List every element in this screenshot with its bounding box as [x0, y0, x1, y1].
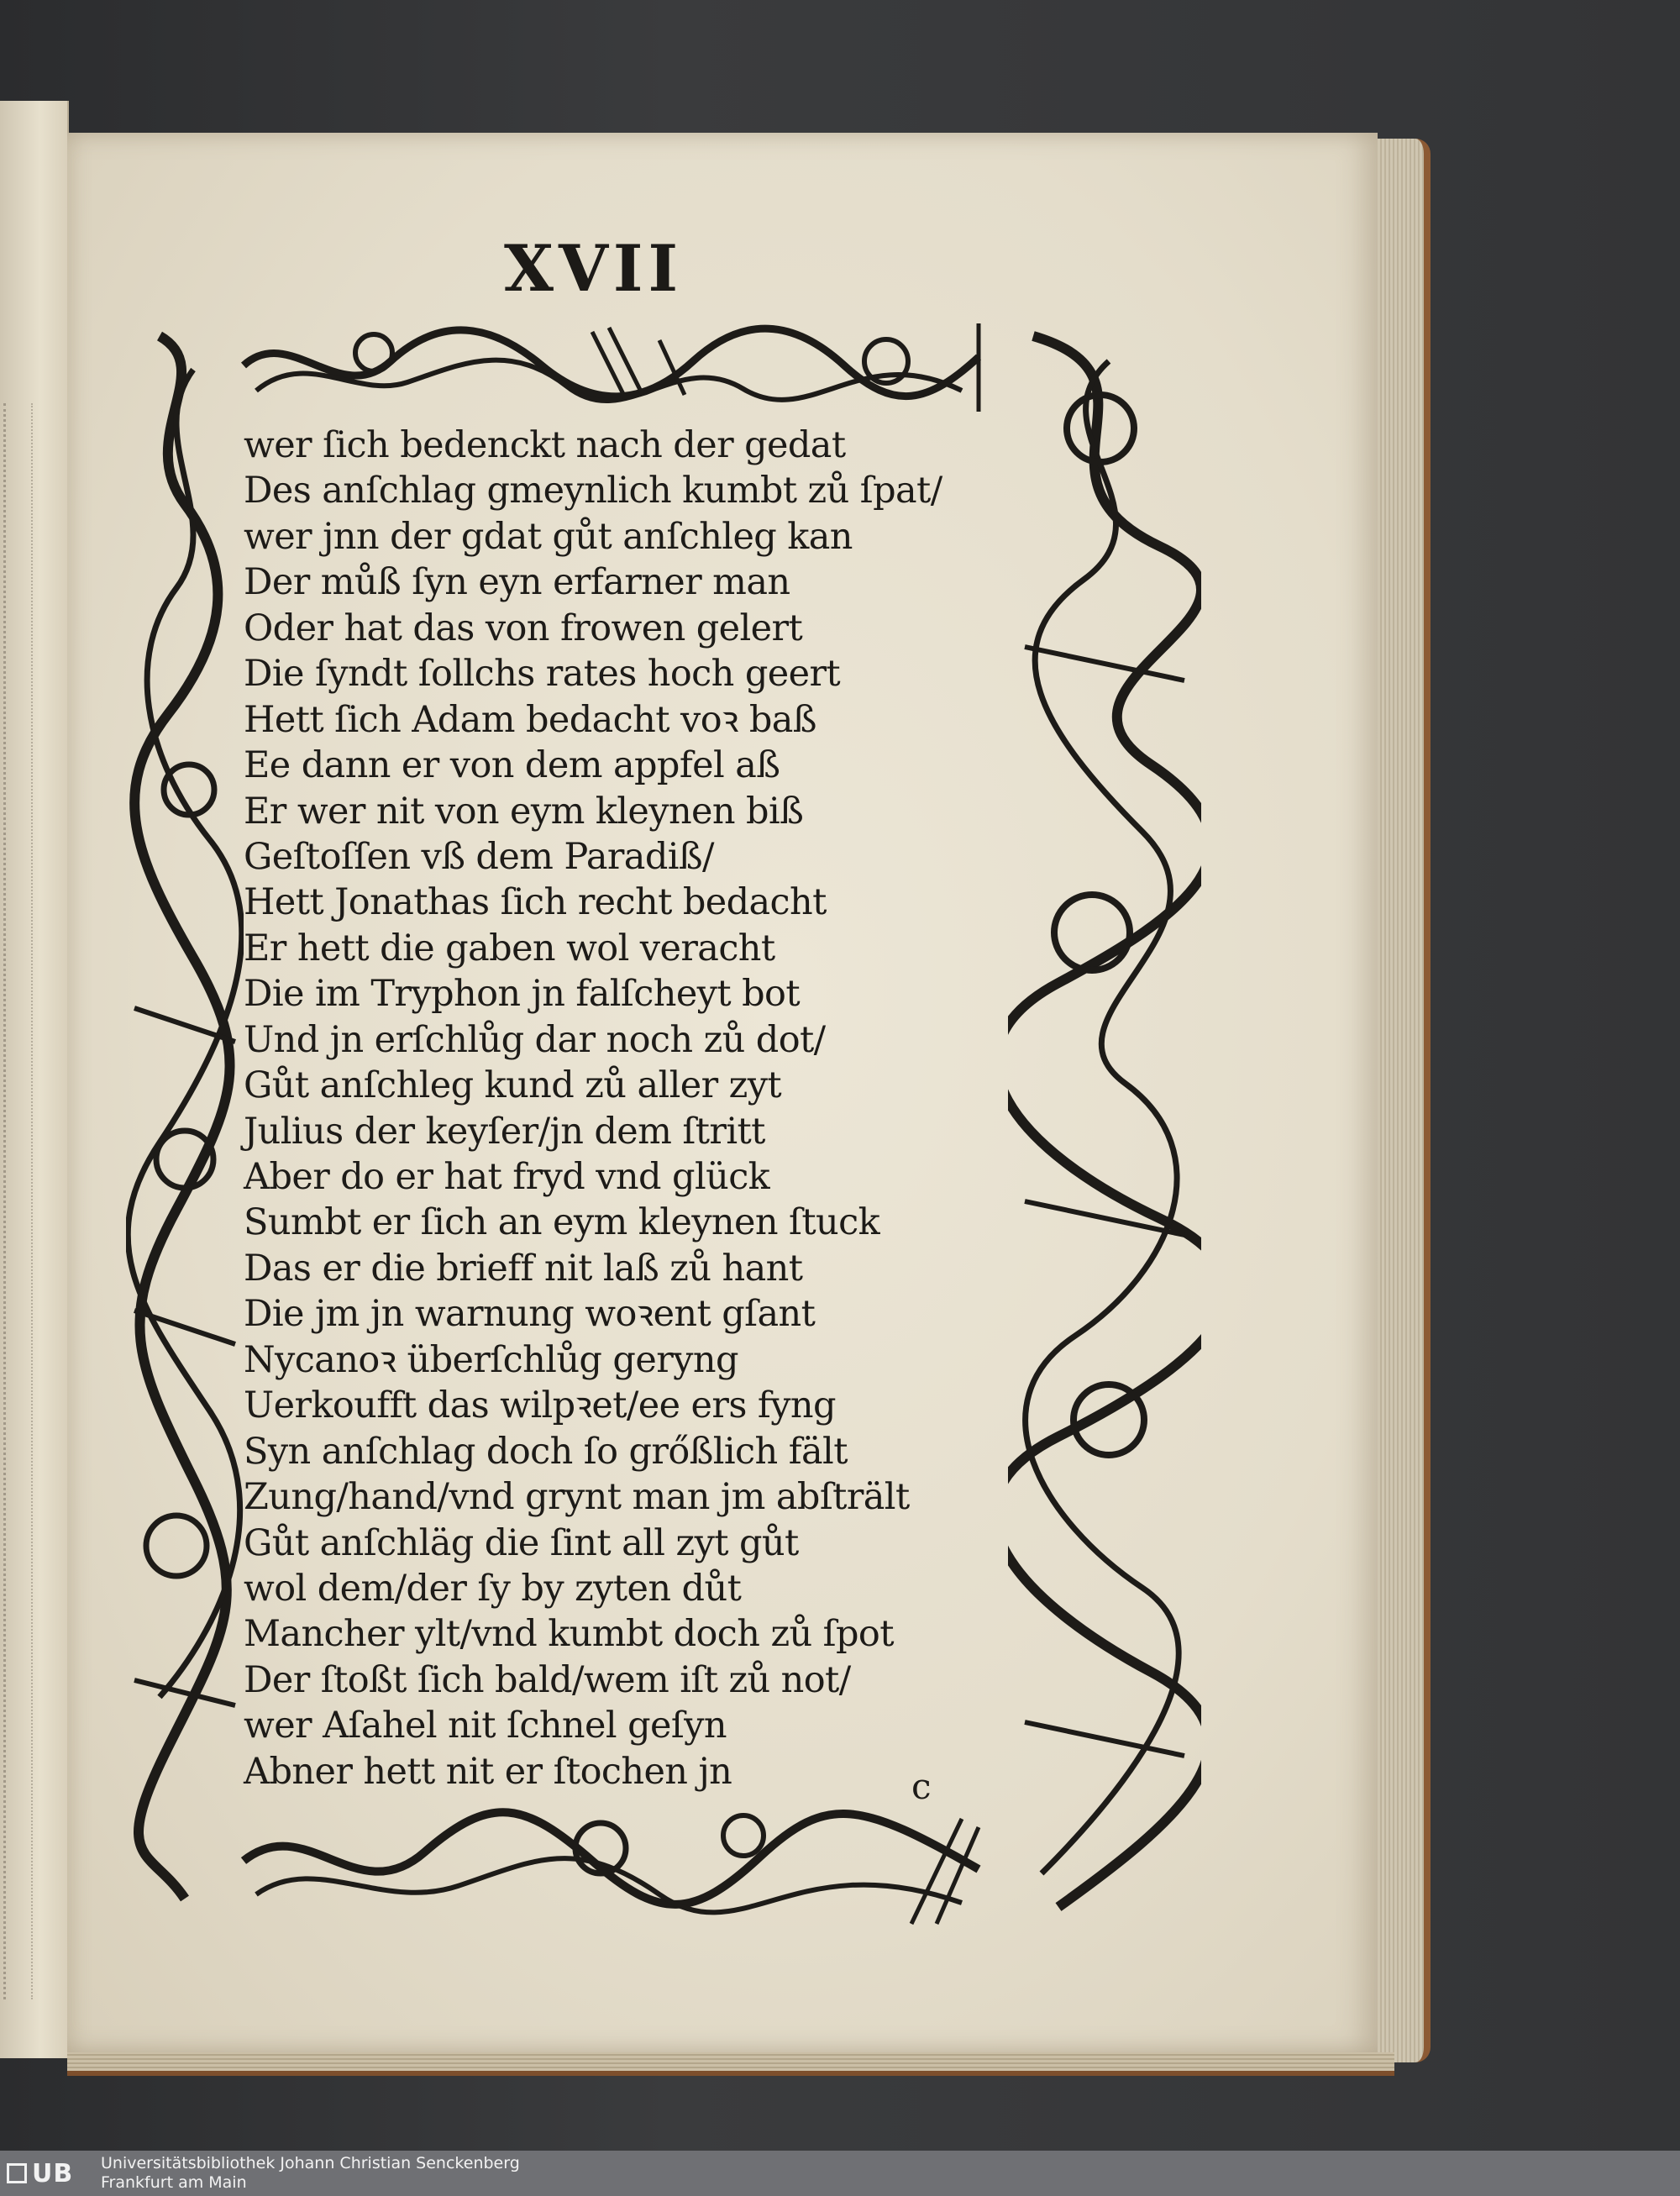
verse-line: Zung/hand/vnd grynt man jm abſtrält	[244, 1476, 910, 1519]
institution-line-2: Frankfurt am Main	[101, 2173, 247, 2192]
verse-line: Abner hett nit er ſtochen jn	[244, 1750, 732, 1793]
library-footer-bar	[0, 2151, 1680, 2196]
verse-line: Das er die brieff nit laß zů hant	[244, 1247, 803, 1290]
verse-line: Die ſyndt ſollchs rates hoch geert	[244, 653, 841, 696]
institution-name	[101, 2154, 520, 2193]
verse-line: Julius der keyſer/jn dem ſtritt	[244, 1110, 765, 1153]
verse-line: Gůt anſchleg kund zů aller zyt	[244, 1064, 782, 1107]
verse-line: Nycanoꝛ überſchlůg geryng	[244, 1338, 738, 1381]
woodcut-border-bottom	[239, 1785, 995, 1928]
logo-text: UB	[32, 2158, 74, 2188]
verse-line: Uerkoufft das wilpꝛet/ee ers fyng	[244, 1384, 836, 1427]
woodcut-border-right	[1008, 328, 1201, 1915]
facing-page-ornament	[3, 403, 33, 1999]
verse-line: wer jnn der gdat gůt anſchleg kan	[244, 515, 853, 558]
verse-line: Hett Jonathas ſich recht bedacht	[244, 881, 827, 924]
verse-line: Syn anſchlag doch ſo grőßlich fält	[244, 1430, 848, 1473]
verse-line: Der ſtoßt ſich bald/wem iſt zů not/	[244, 1658, 851, 1701]
verse-line: Die im Tryphon jn falſcheyt bot	[244, 973, 801, 1016]
verse-line: Geſtoſſen vß dem Paradiß/	[244, 835, 714, 878]
woodcut-border-left	[126, 319, 244, 1907]
verse-line: Die jm jn warnung woꝛent gſant	[244, 1293, 816, 1336]
verse-line: Ee dann er von dem appfel aß	[244, 744, 780, 787]
verse-line: wol dem/der ſy by zyten důt	[244, 1567, 742, 1610]
verse-line: Mancher ylt/vnd kumbt doch zů ſpot	[244, 1613, 894, 1656]
signature-mark: c	[911, 1766, 932, 1807]
verse-line: wer ſich bedenckt nach der gedat	[244, 424, 846, 466]
verse-line: Oder hat das von frowen gelert	[244, 607, 803, 649]
verse-line: Er hett die gaben wol veracht	[244, 927, 775, 969]
folio-number: XVII	[504, 231, 684, 306]
verse-text	[244, 423, 983, 1794]
verse-line: Er wer nit von eym kleynen biß	[244, 790, 804, 833]
verse-line: Und jn erſchlůg dar noch zů dot/	[244, 1018, 826, 1061]
verse-line: Des anſchlag gmeynlich kumbt zů ſpat/	[244, 470, 942, 512]
institution-line-1: Universitätsbibliothek Johann Christian Senckenberg	[101, 2154, 520, 2172]
woodcut-border-top	[239, 315, 987, 416]
library-logo	[7, 2155, 73, 2192]
book-fore-edge	[1378, 139, 1431, 2062]
book-bottom-edge	[67, 2052, 1394, 2076]
verse-line: wer Aſahel nit ſchnel geſyn	[244, 1705, 727, 1747]
logo-square-icon	[7, 2163, 27, 2183]
verse-line: Sumbt er ſich an eym kleynen ſtuck	[244, 1201, 880, 1244]
verse-line: Gůt anſchläg die ſint all zyt gůt	[244, 1521, 799, 1564]
verse-line: Hett ſich Adam bedacht voꝛ baß	[244, 698, 816, 741]
verse-line: Aber do er hat fryd vnd glück	[244, 1156, 770, 1198]
facing-page-edge	[0, 101, 69, 2058]
verse-line: Der můß ſyn eyn erfarner man	[244, 561, 790, 604]
